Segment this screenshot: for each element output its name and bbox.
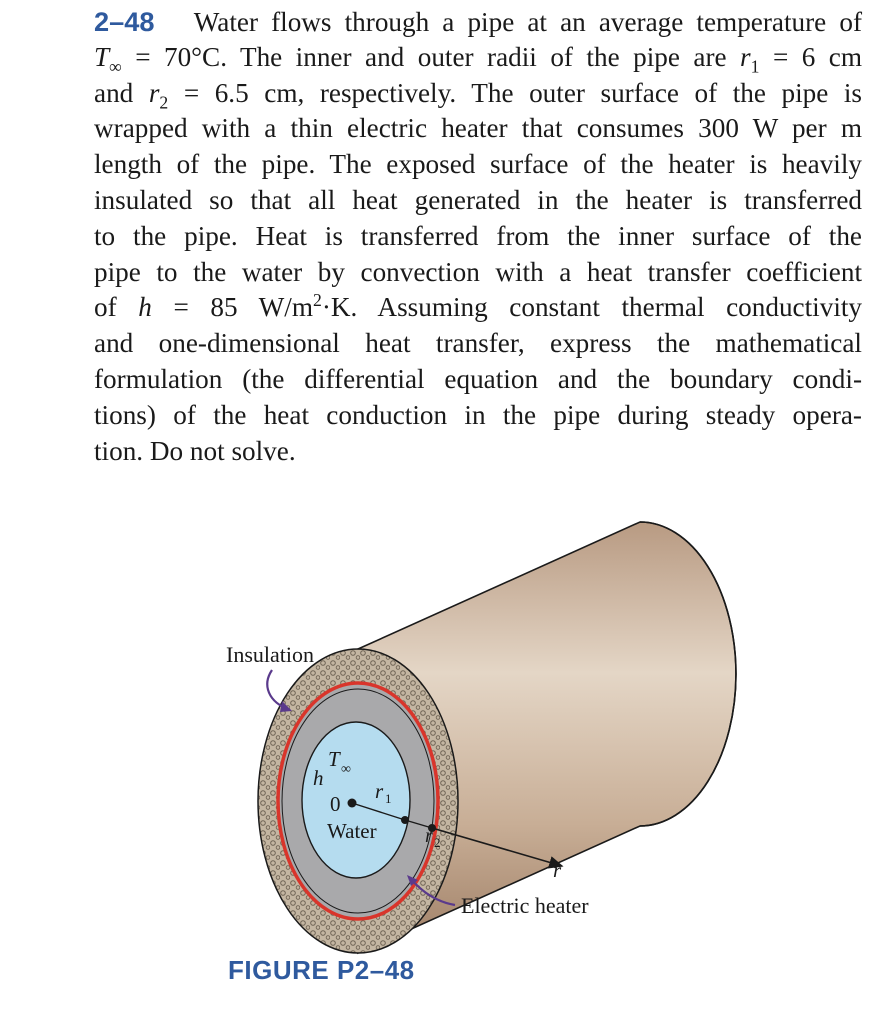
h-label: h [313,766,324,790]
h-unit-rest: ·K. Assuming constant thermal conductivity [321,292,863,323]
r2-value: = 6.5 cm, respectively. The outer surface of the pipe is [183,77,863,108]
figure-caption: FIGURE P2–48 [228,955,415,985]
line-2-text: = 70°C. The inner and outer radii of the pipe are [135,41,727,72]
line-1-text: Water flows through a pipe at an average temperature of [193,7,862,37]
insulation-label: Insulation [226,642,314,667]
water-label: Water [327,819,377,843]
pipe-figure [0,480,887,1000]
problem-line-10: and one-dimensional heat transfer, express the mathematical [94,328,862,359]
line-3-text: and [94,77,134,108]
t-inf-sub-label: ∞ [341,762,351,777]
h-value: = 85 W/m [173,292,314,323]
water-core [302,722,410,878]
problem-line-4: wrapped with a thin electric heater that consumes 300 W per m [94,113,862,144]
line-9-text: of [94,292,117,323]
r1-value: = 6 cm [772,41,863,72]
problem-line-3 [94,76,862,112]
h-symbol: h [138,292,152,323]
problem-line-1 [94,4,862,40]
r2-label: r [425,825,433,847]
r2-sub: 2 [159,92,169,113]
problem-line-5: length of the pipe. The exposed surface of the heater is heavily [94,149,862,180]
r1-sub-label: 1 [385,791,392,806]
problem-number: 2–48 [94,6,155,37]
r2-symbol: r [148,77,160,108]
problem-line-12: tions) of the heat conduction in the pipe during steady opera- [94,399,862,430]
r-axis-label: r [553,858,562,882]
problem-line-2 [94,40,862,76]
r1-label: r [375,779,384,803]
r1-symbol: r [740,41,751,72]
r1-sub: 1 [750,56,760,77]
problem-line-8: pipe to the water by convection with a heat transfer coefficient [94,256,862,287]
problem-line-6: insulated so that all heat generated in the heater is transferred [94,184,862,215]
electric-heater-label: Electric heater [461,893,589,918]
t-symbol: T [94,41,110,72]
t-inf-label: T [328,747,340,771]
t-sub: ∞ [109,56,122,77]
problem-line-13: tion. Do not solve. [94,435,296,466]
problem-line-7: to the pipe. Heat is transferred from the inner surface of the [94,220,862,251]
zero-label: 0 [330,792,341,816]
h-exp: 2 [313,290,322,311]
problem-text [94,4,862,469]
problem-line-9 [94,290,862,326]
r2-sub-label: 2 [434,835,441,850]
problem-line-11: formulation (the differential equation and the boundary condi- [94,363,862,394]
